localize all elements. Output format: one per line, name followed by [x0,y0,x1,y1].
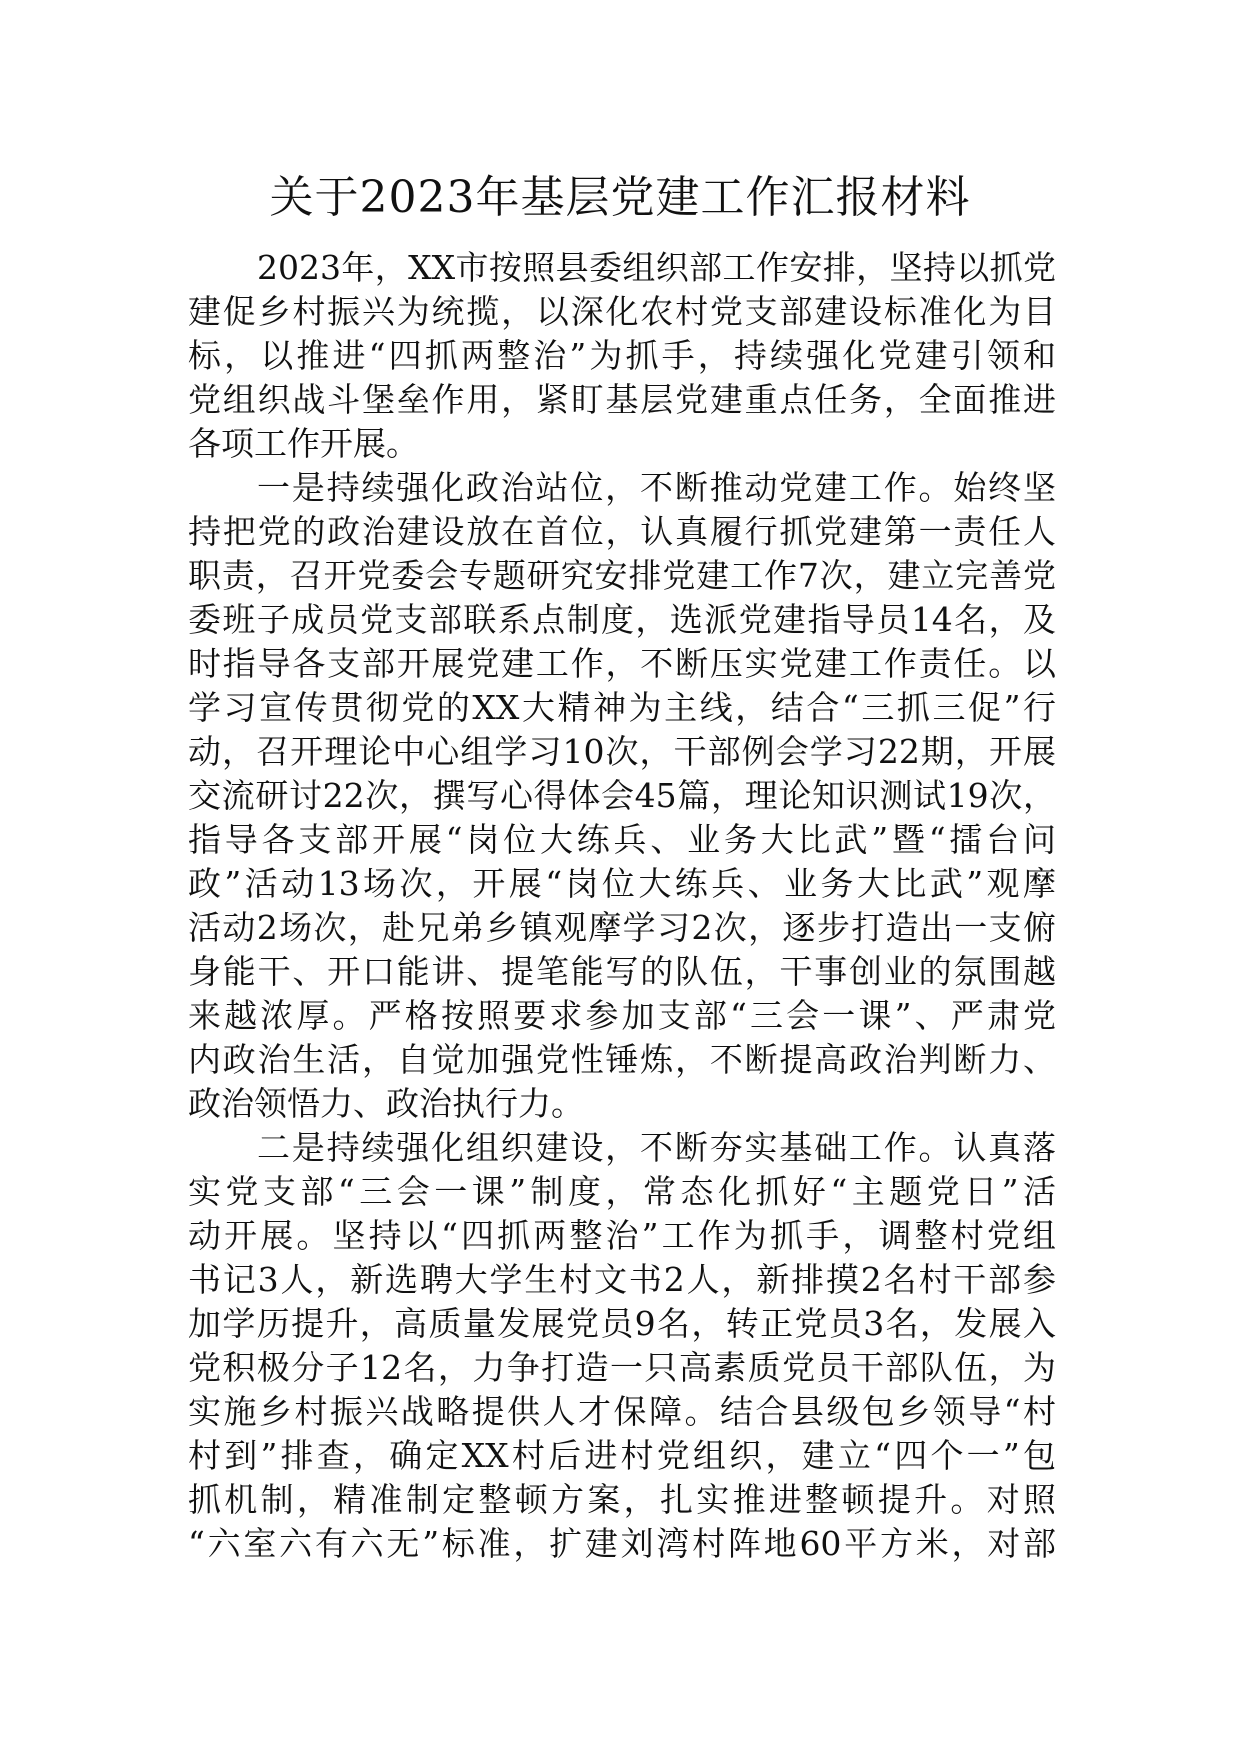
paragraph-line: 二是持续强化组织建设，不断夯实基础工作。认真落 [257,1128,1056,1167]
paragraph-line: 职责，召开党委会专题研究安排党建工作7次，建立完善党 [188,556,1056,595]
paragraph-line: 一是持续强化政治站位，不断推动党建工作。始终坚 [257,468,1056,507]
paragraph-line: “六室六有六无”标准，扩建刘湾村阵地60平方米，对部 [188,1524,1056,1563]
paragraph-line: 政”活动13场次，开展“岗位大练兵、业务大比武”观摩 [188,864,1056,903]
paragraph-line: 加学历提升，高质量发展党员9名，转正党员3名，发展入 [188,1304,1056,1343]
paragraph-line: 村到”排查，确定XX村后进村党组织，建立“四个一”包 [188,1436,1056,1475]
paragraph-line: 标，以推进“四抓两整治”为抓手，持续强化党建引领和 [188,336,1056,375]
paragraph-line: 2023年，XX市按照县委组织部工作安排，坚持以抓党 [257,248,1056,287]
paragraph-line: 内政治生活，自觉加强党性锤炼，不断提高政治判断力、 [188,1040,1056,1079]
paragraph-line: 活动2场次，赴兄弟乡镇观摩学习2次，逐步打造出一支俯 [188,908,1056,947]
paragraph-line: 各项工作开展。 [188,424,419,463]
paragraph-line: 学习宣传贯彻党的XX大精神为主线，结合“三抓三促”行 [188,688,1056,727]
paragraph-line: 身能干、开口能讲、提笔能写的队伍，干事创业的氛围越 [188,952,1056,991]
paragraph-line: 党组织战斗堡垒作用，紧盯基层党建重点任务，全面推进 [188,380,1056,419]
paragraph-line: 来越浓厚。严格按照要求参加支部“三会一课”、严肃党 [188,996,1056,1035]
paragraph-line: 政治领悟力、政治执行力。 [188,1084,584,1123]
paragraph-line: 党积极分子12名，力争打造一只高素质党员干部队伍，为 [188,1348,1056,1387]
paragraph-line: 持把党的政治建设放在首位，认真履行抓党建第一责任人 [188,512,1056,551]
paragraph-line: 建促乡村振兴为统揽，以深化农村党支部建设标准化为目 [188,292,1056,331]
paragraph-line: 交流研讨22次，撰写心得体会45篇，理论知识测试19次， [188,776,1056,815]
paragraph-line: 实党支部“三会一课”制度，常态化抓好“主题党日”活 [188,1172,1056,1211]
document-title: 关于2023年基层党建工作汇报材料 [269,172,971,223]
paragraph-line: 动，召开理论中心组学习10次，干部例会学习22期，开展 [188,732,1056,771]
paragraph-line: 实施乡村振兴战略提供人才保障。结合县级包乡领导“村 [188,1392,1056,1431]
paragraph-line: 委班子成员党支部联系点制度，选派党建指导员14名，及 [188,600,1056,639]
paragraph-line: 指导各支部开展“岗位大练兵、业务大比武”暨“擂台问 [188,820,1056,859]
paragraph-line: 抓机制，精准制定整顿方案，扎实推进整顿提升。对照 [188,1480,1056,1519]
paragraph-line: 书记3人，新选聘大学生村文书2人，新排摸2名村干部参 [188,1260,1056,1299]
paragraph-line: 时指导各支部开展党建工作，不断压实党建工作责任。以 [188,644,1056,683]
paragraph-line: 动开展。坚持以“四抓两整治”工作为抓手，调整村党组 [188,1216,1056,1255]
